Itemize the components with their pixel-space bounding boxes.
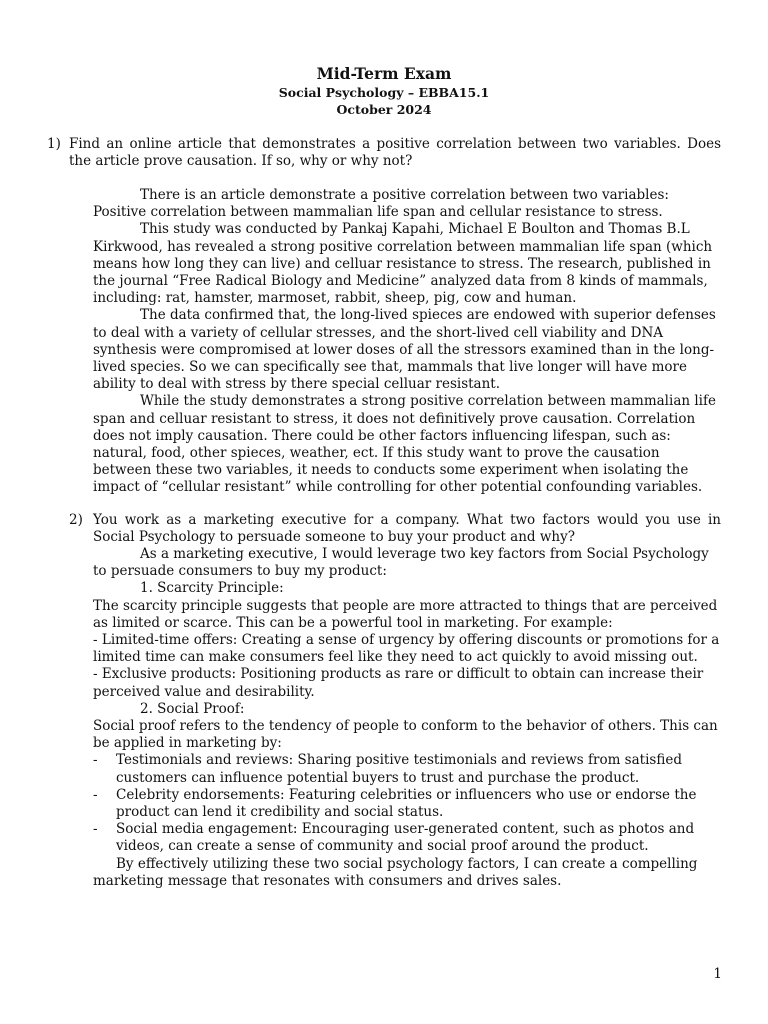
factor-2-item [93, 752, 721, 786]
answer-2-conclusion: By effectively utilizing these two social psychology factors, I can create a compelling marketing message that resonates with consumers and drives sales. [93, 855, 698, 889]
question-1-text: Find an online article that demonstrates a positive correlation between two variables. Does the article prove causation. If so, why or why not? [69, 136, 721, 169]
bullet-dash: - [93, 821, 98, 838]
answer-1-paragraph: The data confirmed that, the long-lived spieces are endowed with superior defenses to deal with a variety of cellular stresses, and the short-lived cell viability and DNA synthesis were compromised at lower doses of all the stressors examined than in the long-lived species. So we can specifically see that, mammals that live longer will have more ability to deal with stress by there special celluar resistant. [93, 307, 716, 393]
exam-title: Mid-Term Exam [316, 64, 452, 83]
factor-2-description: Social proof refers to the tendency of people to conform to the behavior of others. This can be applied in marketing by: [93, 718, 718, 752]
exam-header [0, 64, 768, 118]
factor-1-item: - Limited-time offers: Creating a sense of urgency by offering discounts or promotions for a limited time can make consumers feel like they need to act quickly to avoid missing out. [93, 632, 720, 666]
factor-1-item: - Exclusive products: Positioning products as rare or difficult to obtain can increase their perceived value and desirability. [93, 666, 704, 700]
factor-1-title: 1. Scarcity Principle: [140, 580, 284, 597]
answer-2 [93, 546, 721, 890]
factor-2-item-text: Testimonials and reviews: Sharing positive testimonials and reviews from satisfied customers can influence potential buyers to trust and purchase the product. [116, 752, 682, 786]
answer-1-paragraph: There is an article demonstrate a positive correlation between two variables: Positive correlation between mammalian life span and cellular resistance to stress. [93, 187, 669, 221]
question-1-number: 1) [47, 136, 61, 152]
factor-1-description: The scarcity principle suggests that people are more attracted to things that are perceived as limited or scarce. This can be a powerful tool in marketing. For example: [93, 597, 718, 631]
exam-date: October 2024 [336, 102, 432, 117]
factor-2-title: 2. Social Proof: [140, 700, 245, 717]
answer-1-paragraph: This study was conducted by Pankaj Kapahi, Michael E Boulton and Thomas B.L Kirkwood, has revealed a strong positive correlation between mammalian life span (which means how long they can live) and celluar resistance to stress. The research, published in the journal “Free Radical Biology and Medicine” analyzed data from 8 kinds of mammals, including: rat, hamster, marmoset, rabbit, sheep, pig, cow and human. [93, 221, 713, 307]
bullet-dash: - [93, 752, 98, 769]
question-1 [47, 136, 721, 170]
question-2 [47, 512, 721, 546]
course-name: Social Psychology – EBBA15.1 [278, 85, 490, 100]
question-2-number: 2) [69, 512, 83, 528]
factor-2-item-text: Social media engagement: Encouraging user-generated content, such as photos and videos, can create a sense of community and social proof around the product. [116, 821, 695, 855]
answer-2-intro: As a marketing executive, I would leverage two key factors from Social Psychology to persuade consumers to buy my product: [93, 546, 709, 580]
factor-2-item [93, 787, 721, 821]
question-2-text: You work as a marketing executive for a company. What two factors would you use in Social Psychology to persuade someone to buy your product and why? [93, 512, 721, 545]
factor-2-item-text: Celebrity endorsements: Featuring celebrities or influencers who use or endorse the product can lend it credibility and social status. [116, 786, 697, 821]
bullet-dash: - [93, 786, 98, 803]
answer-1 [93, 187, 721, 497]
page-number: 1 [713, 966, 722, 982]
answer-1-paragraph: While the study demonstrates a strong positive correlation between mammalian life span and celluar resistant to stress, it does not definitively prove causation. Correlation does not imply causation. There could be other factors influencing lifespan, such as: natural, food, other spieces, weather, ect. If this study want to prove the causation between these two variables, it needs to conducts some experiment when isolating the impact of “cellular resistant” while controlling for other potential confounding variables. [93, 393, 716, 496]
factor-2-item [93, 821, 721, 855]
